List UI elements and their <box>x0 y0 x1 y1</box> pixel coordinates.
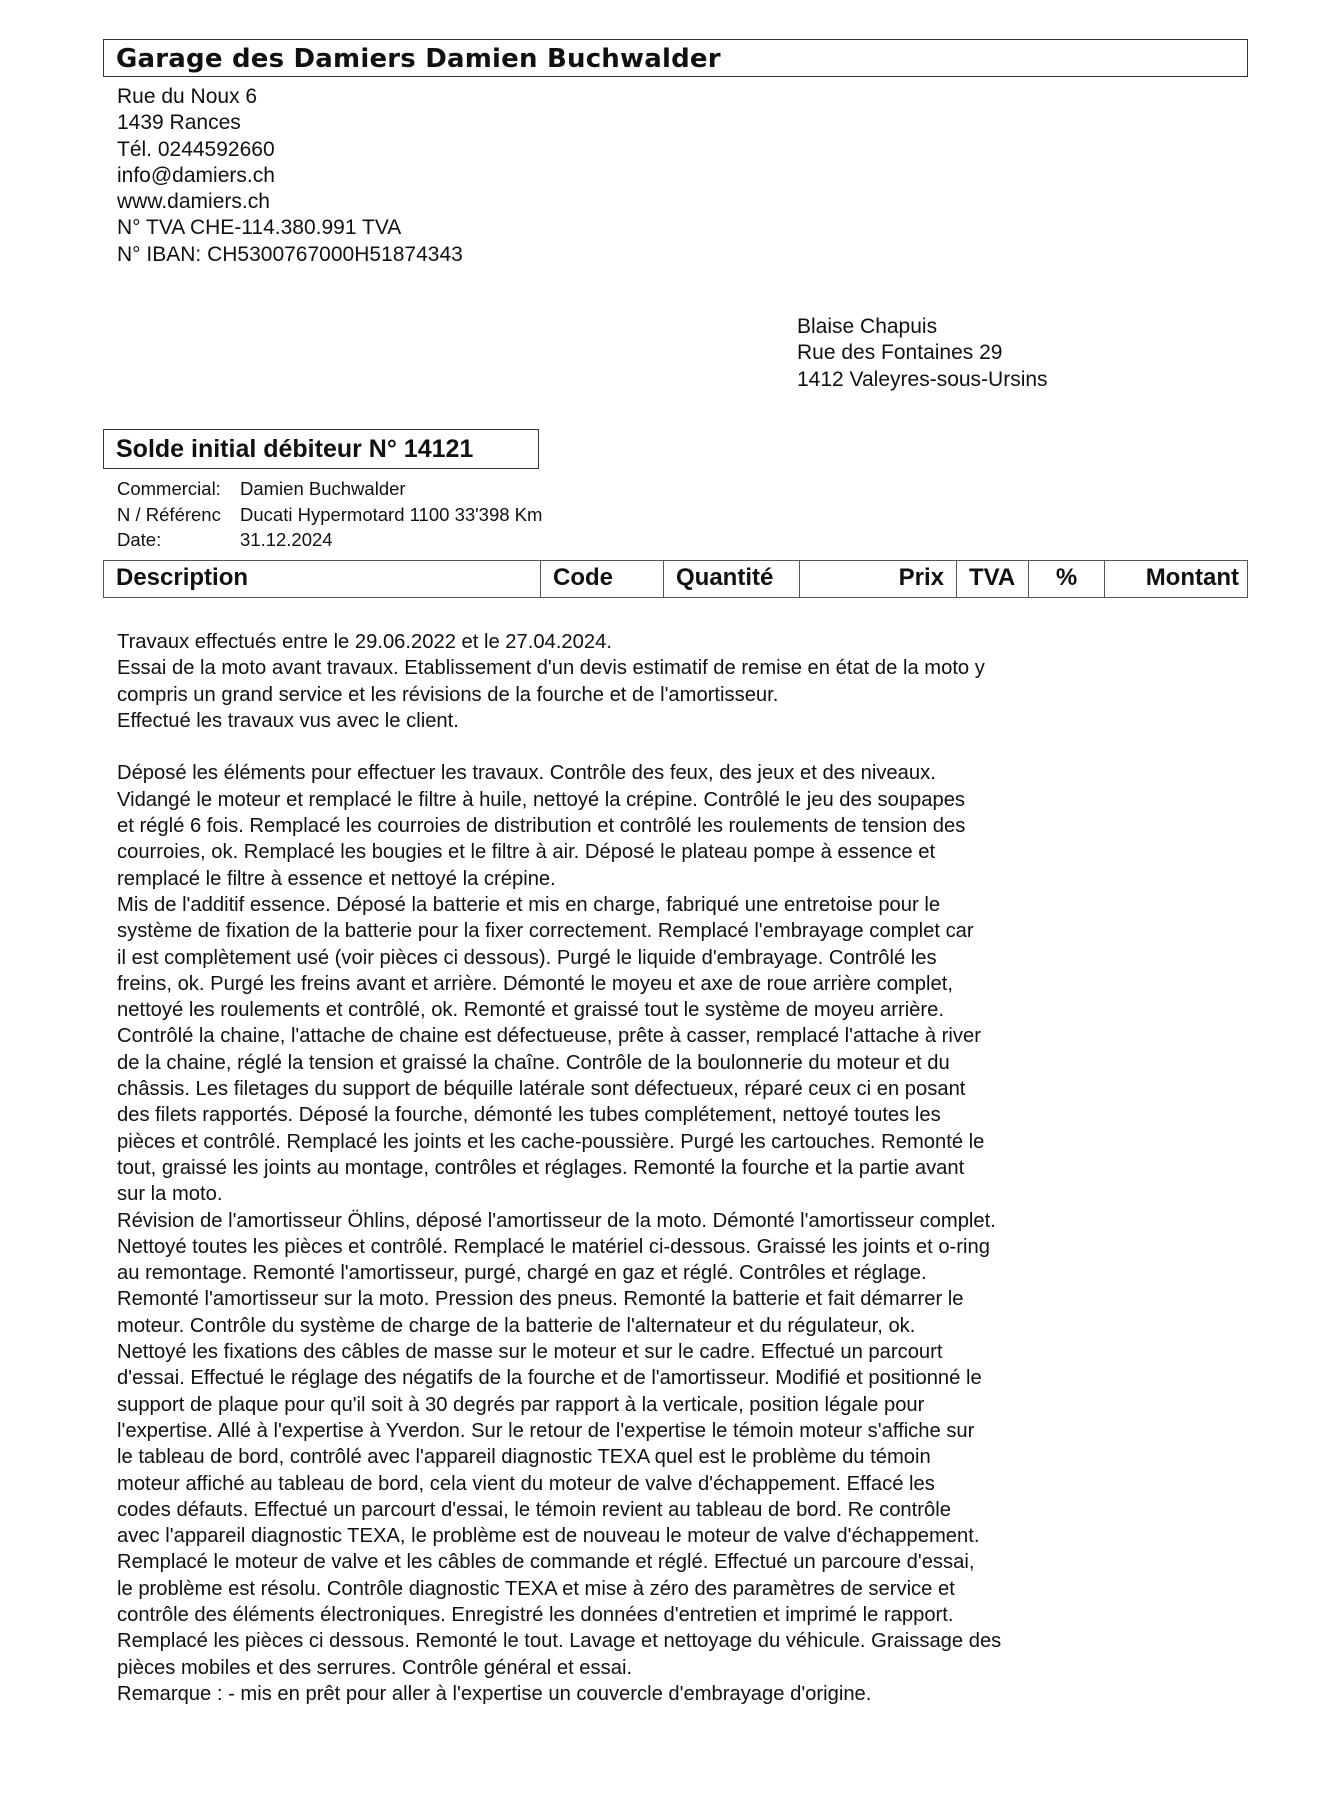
description-line: des filets rapportés. Déposé la fourche, démonté les tubes complétement, nettoyé toutes les <box>117 1104 941 1127</box>
description-line: Essai de la moto avant travaux. Etablissement d'un devis estimatif de remise en état de la moto y <box>117 657 985 680</box>
description-line: moteur affiché au tableau de bord, cela vient du moteur de valve d'échappement. Effacé les <box>117 1472 935 1495</box>
description-line: il est complètement usé (voir pièces ci dessous). Purgé le liquide d'embrayage. Contrôlé les <box>117 946 937 969</box>
description-line: Effectué les travaux vus avec le client. <box>117 709 459 732</box>
company-address <box>117 84 463 268</box>
column-header-description: Description <box>104 561 541 597</box>
description-line: Déposé les éléments pour effectuer les travaux. Contrôle des feux, des jeux et des niveaux. <box>117 762 936 785</box>
description-line: moteur. Contrôle du système de charge de la batterie de l'alternateur et du régulateur, ok. <box>117 1314 916 1337</box>
recipient-name: Blaise Chapuis <box>797 315 938 338</box>
description-line: tout, graissé les joints au montage, contrôles et réglages. Remonté la fourche et la partie avant <box>117 1156 965 1179</box>
description-line: système de fixation de la batterie pour la fixer correctement. Remplacé l'embrayage complet car <box>117 920 974 943</box>
description-line: Nettoyé les fixations des câbles de masse sur le moteur et sur le cadre. Effectué un parcourt <box>117 1341 943 1364</box>
description-line: courroies, ok. Remplacé les bougies et le filtre à air. Déposé le plateau pompe à essence et <box>117 841 936 864</box>
column-header-vat: TVA <box>957 561 1029 597</box>
description-line: freins, ok. Purgé les freins avant et arrière. Démonté le moyeu et axe de roue arrière complet, <box>117 972 953 995</box>
description-line: support de plaque pour qu'il soit à 30 degrés par rapport à la verticale, position légale pour <box>117 1393 925 1416</box>
description-line: le problème est résolu. Contrôle diagnostic TEXA et mise à zéro des paramètres de service et <box>117 1577 955 1600</box>
company-phone: Tél. 0244592660 <box>117 137 275 161</box>
meta-label: Date: <box>117 529 162 550</box>
meta-value: 31.12.2024 <box>240 529 333 550</box>
description-line: codes défauts. Effectué un parcourt d'essai, le témoin revient au tableau de bord. Re contrôle <box>117 1498 951 1521</box>
document-meta <box>117 476 542 553</box>
meta-label: N / Référenc <box>117 503 221 525</box>
description-line: avec l'appareil diagnostic TEXA, le problème est de nouveau le moteur de valve d'échappement. <box>117 1525 980 1548</box>
description-line: nettoyé les roulements et contrôlé, ok. Remonté et graissé tout le système de moyeu arrière. <box>117 999 944 1022</box>
paragraph-gap <box>117 734 1117 760</box>
description-line: Remplacé le moteur de valve et les câbles de commande et réglé. Effectué un parcoure d'essai, <box>117 1551 975 1574</box>
column-header-price: Prix <box>800 561 957 597</box>
meta-value: Ducati Hypermotard 1100 33'398 Km <box>240 503 543 525</box>
meta-row-commercial <box>117 476 542 502</box>
description-line: Remplacé les pièces ci dessous. Remonté le tout. Lavage et nettoyage du véhicule. Graissage des <box>117 1630 1002 1653</box>
meta-label: Commercial: <box>117 478 221 499</box>
description-line: sur la moto. <box>117 1183 223 1206</box>
recipient-address <box>797 314 1048 393</box>
description-line: contrôle des éléments électroniques. Enregistré les données d'entretien et imprimé le rapport. <box>117 1603 954 1626</box>
company-email: info@damiers.ch <box>117 163 275 187</box>
description-line: pièces mobiles et des serrures. Contrôle général et essai. <box>117 1656 633 1679</box>
company-street: Rue du Noux 6 <box>117 85 258 108</box>
column-header-code: Code <box>541 561 664 597</box>
description-line: et réglé 6 fois. Remplacé les courroies de distribution et contrôlé les roulements de tension des <box>117 815 966 838</box>
description-line: Vidangé le moteur et remplacé le filtre à huile, nettoyé la crépine. Contrôlé le jeu des soupapes <box>117 788 966 811</box>
document-title-box <box>103 429 539 469</box>
description-line: le tableau de bord, contrôlé avec l'appareil diagnostic TEXA quel est le problème du témoin <box>117 1446 931 1469</box>
description-line: Travaux effectués entre le 29.06.2022 et le 27.04.2024. <box>117 631 612 653</box>
meta-row-date <box>117 527 542 553</box>
column-header-amount: Montant <box>1145 564 1239 591</box>
company-name-box <box>103 39 1248 77</box>
description-line: châssis. Les filetages du support de béquille latérale sont défectueux, réparé ceux ci en posant <box>117 1078 966 1101</box>
description-line: l'expertise. Allé à l'expertise à Yverdon. Sur le retour de l'expertise le témoin moteur s'affiche sur <box>117 1419 975 1442</box>
description-line: compris un grand service et les révisions de la fourche et de l'amortisseur. <box>117 683 779 706</box>
description-line: Nettoyé toutes les pièces et contrôlé. Remplacé le matériel ci-dessous. Graissé les joints et o-ring <box>117 1235 990 1258</box>
description-line: au remontage. Remonté l'amortisseur, purgé, chargé en gaz et réglé. Contrôles et réglage. <box>117 1262 927 1285</box>
description-line: Révision de l'amortisseur Öhlins, déposé l'amortisseur de la moto. Démonté l'amortisseur complet. <box>117 1209 996 1232</box>
recipient-city: 1412 Valeyres-sous-Ursins <box>797 367 1048 391</box>
column-header-percent: % <box>1029 561 1105 597</box>
company-city: 1439 Rances <box>117 111 241 135</box>
description-line: Mis de l'additif essence. Déposé la batterie et mis en charge, fabriqué une entretoise pour le <box>117 893 941 916</box>
meta-row-reference <box>117 502 542 528</box>
description-line: remplacé le filtre à essence et nettoyé la crépine. <box>117 867 556 890</box>
description-line: Remarque : - mis en prêt pour aller à l'expertise un couvercle d'embrayage d'origine. <box>117 1682 872 1705</box>
description-line: Contrôlé la chaine, l'attache de chaine est défectueuse, prête à casser, remplacé l'attache à river <box>117 1025 981 1048</box>
work-description <box>117 629 1117 1707</box>
meta-value: Damien Buchwalder <box>240 478 406 499</box>
document-title: Solde initial débiteur N° 14121 <box>116 435 474 463</box>
company-website: www.damiers.ch <box>117 190 270 214</box>
description-line: d'essai. Effectué le réglage des négatifs de la fourche et de l'amortisseur. Modifié et positionné le <box>117 1367 982 1390</box>
description-line: Remonté l'amortisseur sur la moto. Pression des pneus. Remonté la batterie et fait démarrer le <box>117 1288 964 1311</box>
description-details <box>117 760 1117 1707</box>
column-header-quantity: Quantité <box>664 561 800 597</box>
company-vat-number: N° TVA CHE-114.380.991 TVA <box>117 216 402 240</box>
company-name: Garage des Damiers Damien Buchwalder <box>116 44 721 74</box>
company-iban: N° IBAN: CH5300767000H51874343 <box>117 242 463 266</box>
description-line: pièces et contrôlé. Remplacé les joints et les cache-poussière. Purgé les cartouches. Remonté le <box>117 1130 985 1153</box>
table-header <box>103 560 1248 598</box>
description-line: de la chaine, réglé la tension et graissé la chaîne. Contrôle de la boulonnerie du moteur et du <box>117 1051 950 1074</box>
recipient-street: Rue des Fontaines 29 <box>797 341 1003 365</box>
description-intro <box>117 629 1117 734</box>
